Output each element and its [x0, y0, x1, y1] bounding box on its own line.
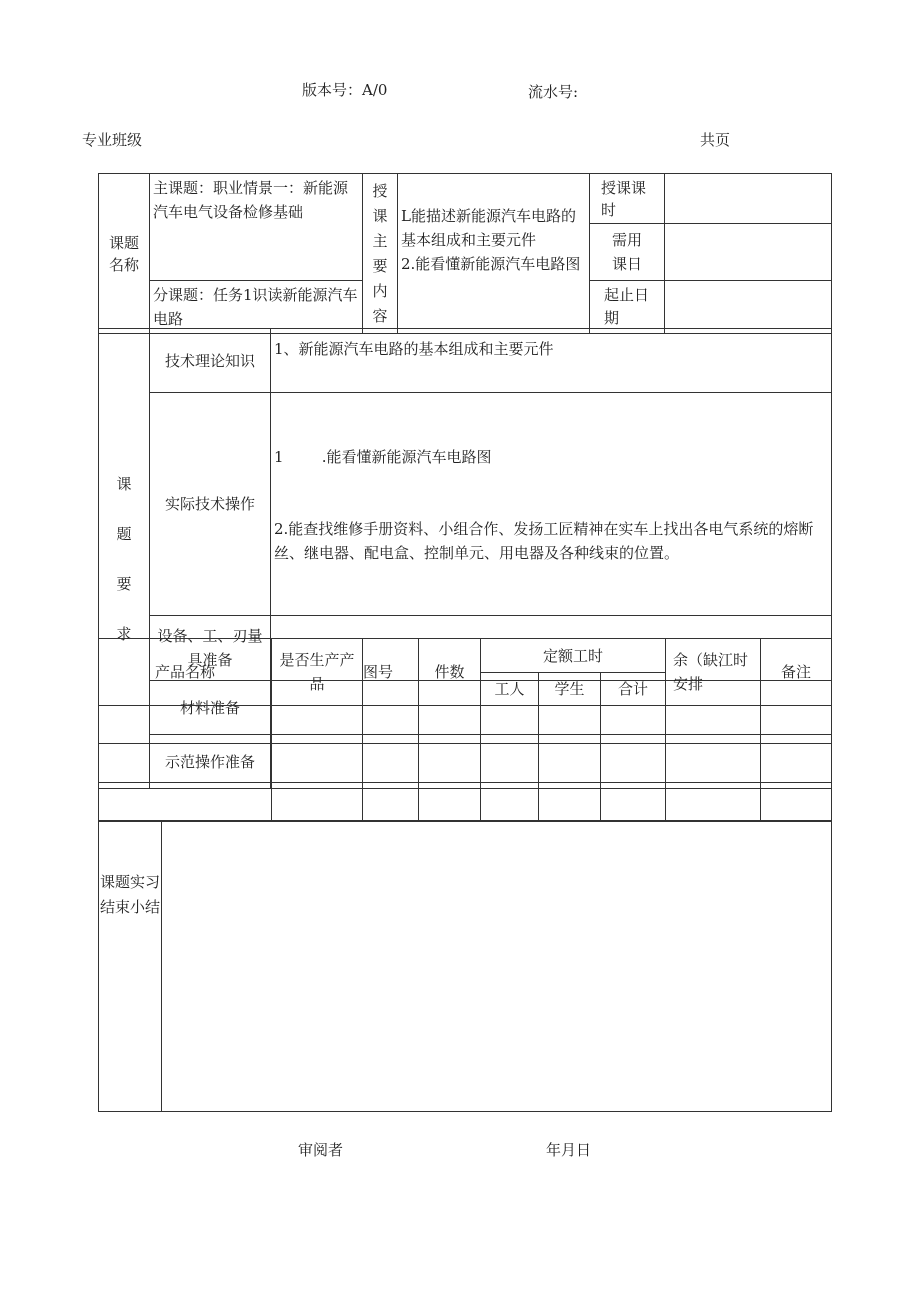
demo-prep-label: 示范操作准备 — [150, 735, 271, 789]
table-cell[interactable] — [99, 744, 272, 783]
table-cell[interactable] — [539, 783, 601, 821]
reviewer-label: 审阅者 — [298, 1141, 344, 1159]
table-cell[interactable] — [363, 783, 419, 821]
table-cell[interactable] — [761, 744, 832, 783]
table-cell[interactable] — [601, 783, 666, 821]
col-product-name: 产品名称 — [99, 639, 272, 706]
col-student: 学生 — [539, 673, 601, 706]
teaching-hours-value[interactable] — [665, 174, 832, 224]
teaching-hours-label: 授课课时 — [590, 174, 665, 224]
sub-topic: 分课题：任务1识读新能源汽车电路 — [150, 281, 363, 334]
equipment-prep-label: 设备、工、刃量具准备 — [150, 616, 271, 681]
table-cell[interactable] — [761, 783, 832, 821]
table-cell[interactable] — [99, 783, 272, 821]
theory-knowledge-label: 技术理论知识 — [150, 329, 271, 393]
table-cell[interactable] — [666, 706, 761, 744]
table-cell[interactable] — [419, 744, 481, 783]
table-cell[interactable] — [481, 706, 539, 744]
product-row — [99, 706, 832, 744]
table-cell[interactable] — [601, 744, 666, 783]
col-worker: 工人 — [481, 673, 539, 706]
main-topic: 主课题：职业情景一：新能源汽车电气设备检修基础 — [150, 174, 363, 281]
page-count-label: 共页 — [700, 131, 731, 149]
product-row — [99, 744, 832, 783]
col-drawing-number: 图号 — [363, 639, 419, 706]
table-cell[interactable] — [363, 744, 419, 783]
required-days-label: 需用课日 — [590, 224, 665, 281]
table-cell[interactable] — [761, 706, 832, 744]
table-cell[interactable] — [272, 706, 363, 744]
table-cell[interactable] — [363, 706, 419, 744]
col-count: 件数 — [419, 639, 481, 706]
table-cell[interactable] — [419, 706, 481, 744]
required-days-value[interactable] — [665, 224, 832, 281]
col-quota-hours: 定额工时 — [481, 639, 666, 673]
table-cell[interactable] — [481, 783, 539, 821]
start-end-date-value[interactable] — [665, 281, 832, 334]
serial-number: 流水号: — [528, 83, 579, 101]
date-label: 年月日 — [546, 1141, 592, 1159]
summary-label: 课题实习结束小结 — [99, 822, 162, 1112]
table-cell[interactable] — [601, 706, 666, 744]
table-cell[interactable] — [419, 783, 481, 821]
table-cell[interactable] — [539, 744, 601, 783]
theory-knowledge-content: 1、新能源汽车电路的基本组成和主要元件 — [271, 329, 832, 393]
col-note: 备注 — [761, 639, 832, 706]
table-cell[interactable] — [666, 783, 761, 821]
summary-table — [98, 821, 832, 1112]
summary-content[interactable] — [162, 822, 832, 1112]
table-cell[interactable] — [539, 706, 601, 744]
practical-operation-content: 1 .能看懂新能源汽车电路图 2.能查找维修手册资料、小组合作、发扬工匠精神在实车上找出各电气系统的熔断丝、继电器、配电盒、控制单元、用电器及各种线束的位置。 — [271, 393, 832, 616]
version-number: 版本号：A/0 — [302, 81, 388, 99]
products-table — [98, 638, 832, 821]
requirements-label: 课题要求 — [99, 329, 150, 789]
table-cell[interactable] — [99, 706, 272, 744]
table-cell[interactable] — [666, 744, 761, 783]
teaching-content: L能描述新能源汽车电路的基本组成和主要元件 2.能看懂新能源汽车电路图 — [398, 174, 590, 334]
practical-operation-label: 实际技术操作 — [150, 393, 271, 616]
class-label: 专业班级 — [82, 131, 143, 149]
col-spare-arrangement: 余（缺江时安排 — [666, 639, 761, 706]
teaching-content-label: 授课主要内容 — [363, 174, 398, 334]
table-cell[interactable] — [272, 744, 363, 783]
table-cell[interactable] — [272, 783, 363, 821]
topic-name-label: 课题名称 — [99, 174, 150, 334]
product-row — [99, 783, 832, 821]
col-total: 合计 — [601, 673, 666, 706]
col-is-product: 是否生产产品 — [272, 639, 363, 706]
start-end-date-label: 起止日期 — [590, 281, 665, 334]
topic-table — [98, 173, 832, 334]
materials-prep-label: 材料准备 — [150, 681, 271, 735]
table-cell[interactable] — [481, 744, 539, 783]
